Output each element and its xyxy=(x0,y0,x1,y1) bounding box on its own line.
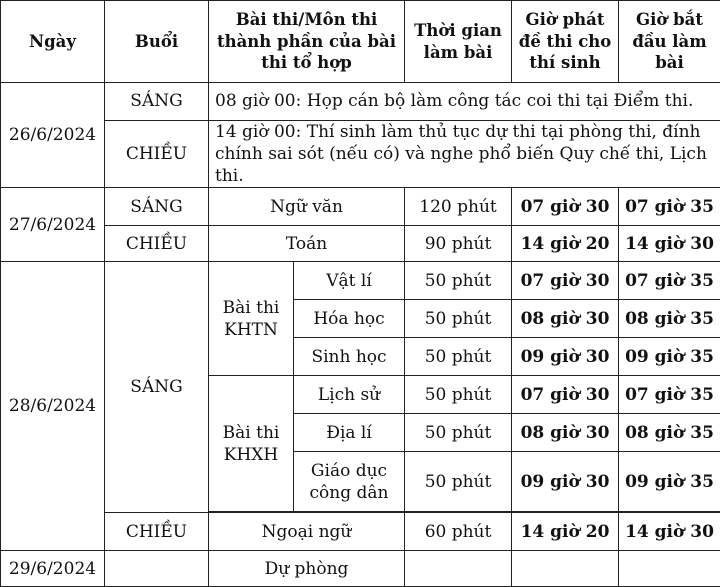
header-gio-bat-dau: Giờ bắt đầu làm bài xyxy=(619,1,720,83)
duration-cell: 120 phút xyxy=(405,188,512,226)
distribute-time-cell xyxy=(512,551,619,587)
group-cell: Bài thi KHTN xyxy=(209,262,294,376)
session-cell xyxy=(105,551,209,587)
duration-cell: 90 phút xyxy=(405,226,512,262)
start-time-cell: 07 giờ 35 xyxy=(619,262,720,300)
duration-cell: 50 phút xyxy=(405,262,512,300)
subject-cell: Hóa học xyxy=(294,300,405,338)
start-time-cell: 07 giờ 35 xyxy=(619,188,720,226)
table-row xyxy=(1,188,720,226)
date-cell: 28/6/2024 xyxy=(1,262,105,551)
table-row xyxy=(1,262,720,300)
table-row xyxy=(1,121,720,188)
distribute-time-cell: 09 giờ 30 xyxy=(512,452,619,512)
duration-cell: 50 phút xyxy=(405,300,512,338)
duration-cell: 50 phút xyxy=(405,452,512,512)
session-cell: CHIỀU xyxy=(105,121,209,188)
note-cell: 14 giờ 00: Thí sinh làm thủ tục dự thi tại phòng thi, đính chính sai sót (nếu có) và nghe phổ biến Quy chế thi, Lịch thi. xyxy=(209,121,720,188)
start-time-cell: 14 giờ 30 xyxy=(619,513,720,551)
distribute-time-cell: 08 giờ 30 xyxy=(512,414,619,452)
table-row xyxy=(1,513,720,551)
session-cell: CHIỀU xyxy=(105,513,209,551)
duration-cell: 60 phút xyxy=(405,513,512,551)
start-time-cell: 07 giờ 35 xyxy=(619,376,720,414)
note-cell: 08 giờ 00: Họp cán bộ làm công tác coi thi tại Điểm thi. xyxy=(209,83,720,121)
distribute-time-cell: 09 giờ 30 xyxy=(512,338,619,376)
subject-cell: Vật lí xyxy=(294,262,405,300)
duration-cell: 50 phút xyxy=(405,338,512,376)
header-thoi-gian: Thời gian làm bài xyxy=(405,1,512,83)
duration-cell: 50 phút xyxy=(405,376,512,414)
distribute-time-cell: 14 giờ 20 xyxy=(512,513,619,551)
session-cell: SÁNG xyxy=(105,83,209,121)
header-bai-thi: Bài thi/Môn thi thành phần của bài thi tổ hợp xyxy=(209,1,405,83)
start-time-cell: 14 giờ 30 xyxy=(619,226,720,262)
distribute-time-cell: 08 giờ 30 xyxy=(512,300,619,338)
subject-cell: Toán xyxy=(209,226,405,262)
start-time-cell: 09 giờ 35 xyxy=(619,452,720,512)
group-cell: Bài thi KHXH xyxy=(209,376,294,512)
start-time-cell: 08 giờ 35 xyxy=(619,414,720,452)
header-gio-phat: Giờ phát đề thi cho thí sinh xyxy=(512,1,619,83)
distribute-time-cell: 07 giờ 30 xyxy=(512,262,619,300)
table-row xyxy=(1,551,720,587)
start-time-cell: 08 giờ 35 xyxy=(619,300,720,338)
date-cell: 27/6/2024 xyxy=(1,188,105,262)
session-cell: CHIỀU xyxy=(105,226,209,262)
subject-cell: Ngoại ngữ xyxy=(209,513,405,551)
start-time-cell xyxy=(619,551,720,587)
header-row xyxy=(1,1,720,83)
note-cell: Dự phòng xyxy=(209,551,405,587)
start-time-cell: 09 giờ 35 xyxy=(619,338,720,376)
header-buoi: Buổi xyxy=(105,1,209,83)
duration-cell: 50 phút xyxy=(405,414,512,452)
subject-cell: Giáo dục công dân xyxy=(294,452,405,512)
distribute-time-cell: 07 giờ 30 xyxy=(512,376,619,414)
session-cell: SÁNG xyxy=(105,188,209,226)
session-cell: SÁNG xyxy=(105,262,209,513)
subject-cell: Ngữ văn xyxy=(209,188,405,226)
subject-cell: Lịch sử xyxy=(294,376,405,414)
distribute-time-cell: 07 giờ 30 xyxy=(512,188,619,226)
table-row xyxy=(1,83,720,121)
subject-cell: Địa lí xyxy=(294,414,405,452)
header-ngay: Ngày xyxy=(1,1,105,83)
subject-cell: Sinh học xyxy=(294,338,405,376)
distribute-time-cell: 14 giờ 20 xyxy=(512,226,619,262)
duration-cell xyxy=(405,551,512,587)
date-cell: 29/6/2024 xyxy=(1,551,105,587)
date-cell: 26/6/2024 xyxy=(1,83,105,188)
table-row xyxy=(1,226,720,262)
